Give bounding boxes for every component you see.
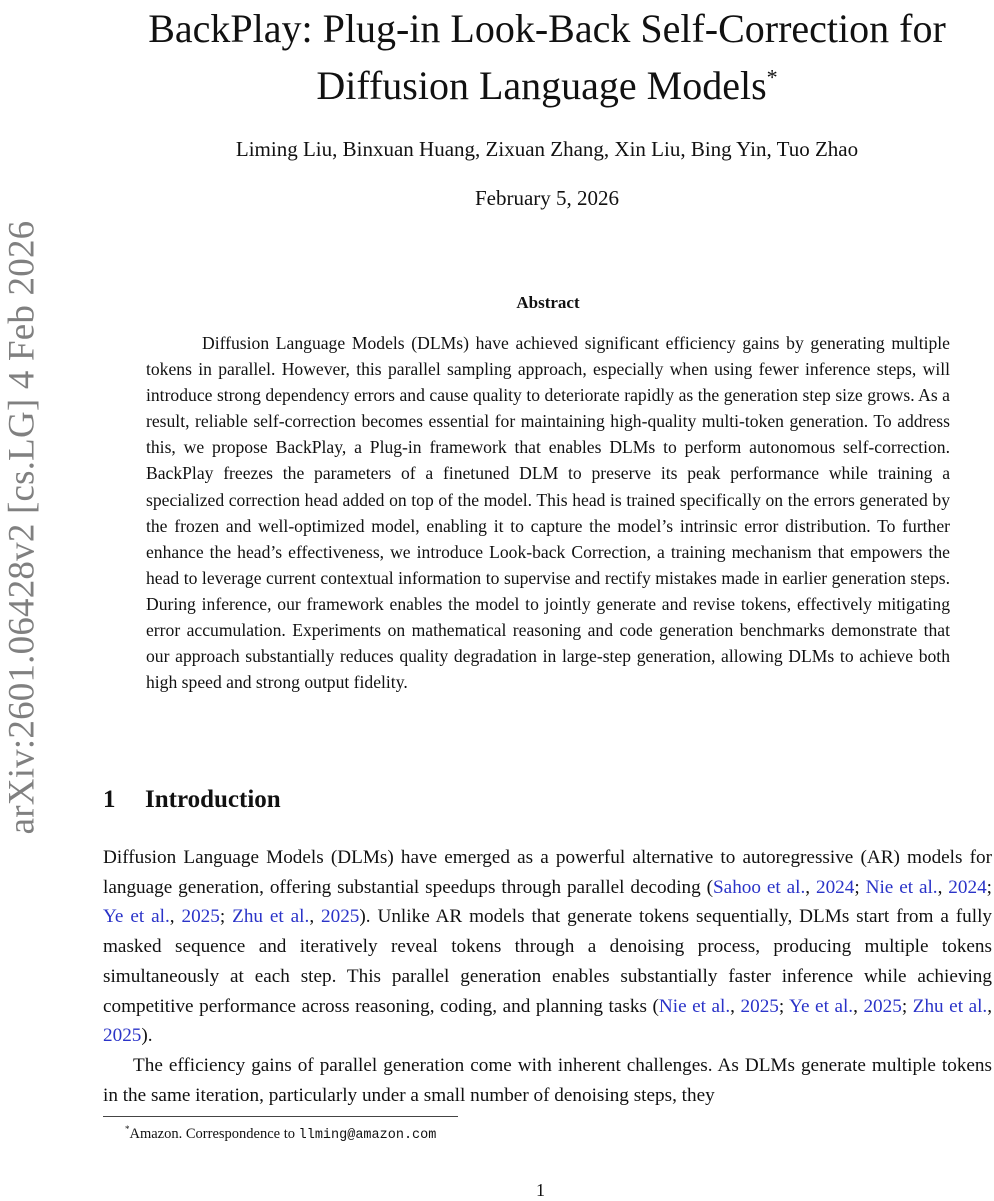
- page-number: 1: [536, 1180, 545, 1200]
- citation-link[interactable]: Sahoo et al.: [713, 876, 806, 898]
- citation-year-link[interactable]: 2025: [740, 995, 779, 1017]
- intro-p1-text-b: ). Unlike AR models that generate tokens sequentially, DLMs start from a fully masked sequence and iteratively reveal tokens through a denoising process, producing multiple tokens simultaneously at each step. This parallel generation enables substantially faster inference while achieving competitive performance across reasoning, coding, and planning tasks (: [103, 906, 992, 1017]
- publication-date: February 5, 2026: [474, 186, 620, 210]
- citation-year-link[interactable]: 2024: [815, 876, 855, 898]
- citation-link[interactable]: Zhu et al.: [912, 995, 988, 1017]
- footnote-marker: *: [125, 1124, 130, 1134]
- paper-title: [100, 0, 994, 114]
- citation-link[interactable]: Nie et al.: [865, 876, 938, 898]
- citation-year-link[interactable]: 2025: [863, 995, 902, 1017]
- title-line-1: BackPlay: Plug-in Look-Back Self-Correction for: [148, 6, 946, 51]
- footnote-divider: [103, 1116, 458, 1117]
- intro-paragraph-2: The efficiency gains of parallel generation come with inherent challenges. As DLMs generate multiple tokens in the same iteration, particularly under a small number of denoising steps, they: [103, 1054, 992, 1106]
- introduction-body: [103, 843, 992, 1110]
- abstract-text: Diffusion Language Models (DLMs) have achieved significant efficiency gains by generating multiple tokens in parallel. However, this parallel sampling approach, especially when using fewer inference steps, will introduce strong dependency errors and cause quality to deteriorate rapidly as the generation step size grows. As a result, reliable self-correction becomes essential for maintaining high-quality multi-token generation. To address this, we propose BackPlay, a Plug-in framework that enables DLMs to perform autonomous self-correction. BackPlay freezes the parameters of a finetuned DLM to preserve its peak performance while training a specialized correction head added on top of the model. This head is trained specifically on the errors generated by the frozen and well-optimized model, enabling it to capture the model’s intrinsic error distribution. To further enhance the head’s effectiveness, we introduce Look-back Correction, a training mechanism that empowers the head to leverage current contextual information to supervise and rectify mistakes made in earlier generation steps. During inference, our framework enables the model to jointly generate and revise tokens, effectively mitigating error accumulation. Experiments on mathematical reasoning and code generation benchmarks demonstrate that our approach substantially reduces quality degradation in large-step generation, allowing DLMs to achieve both high speed and strong output fidelity.: [146, 333, 950, 693]
- section-heading-introduction: [103, 786, 281, 814]
- title-footnote-marker[interactable]: *: [766, 64, 778, 90]
- footnote: [125, 1124, 436, 1143]
- citation-year-link[interactable]: 2025: [103, 1025, 142, 1047]
- abstract-heading: Abstract: [516, 293, 580, 312]
- citation-link[interactable]: Ye et al.: [103, 906, 170, 928]
- intro-p1-text-c: ).: [141, 1025, 153, 1047]
- citation-link[interactable]: Nie et al.: [658, 995, 731, 1017]
- citation-year-link[interactable]: 2025: [181, 906, 220, 928]
- intro-paragraph-1: Diffusion Language Models (DLMs) have emerged as a powerful alternative to autoregressive (AR) models for language generation, offering substantial speedups through parallel decoding (Sahoo et al., 2024; Nie et al., 2024; Ye et al., 2025; Zhu et al., 2025). Unlike AR models that generate tokens sequentially, DLMs start from a fully masked sequence and iteratively reveal tokens through a denoising process, producing multiple tokens simultaneously at each step. This parallel generation enables substantially faster inference while achieving competitive performance across reasoning, coding, and planning tasks (Nie et al., 2025; Ye et al., 2025; Zhu et al., 2025).: [103, 847, 993, 1047]
- arxiv-identifier-stamp: [2, 205, 42, 850]
- section-number: 1: [103, 786, 116, 813]
- citation-year-link[interactable]: 2025: [321, 906, 360, 928]
- arxiv-identifier-text: arXiv:2601.06428v2 [cs.LG] 4 Feb 2026: [1, 220, 43, 835]
- citation-year-link[interactable]: 2024: [948, 876, 987, 898]
- section-title: Introduction: [145, 786, 281, 813]
- citation-link[interactable]: Ye et al.: [789, 995, 854, 1017]
- title-line-2: Diffusion Language Models: [316, 63, 767, 108]
- intro-p1-text-a: Diffusion Language Models (DLMs) have emerged as a powerful alternative to autoregressive (AR) models for language generation, offering substantial speedups through parallel decoding (: [103, 847, 992, 898]
- author-list: Liming Liu, Binxuan Huang, Zixuan Zhang, Xin Liu, Bing Yin, Tuo Zhao: [235, 137, 859, 161]
- citation-link[interactable]: Zhu et al.: [232, 906, 310, 928]
- footnote-text: Amazon. Correspondence to: [129, 1125, 299, 1142]
- correspondence-email[interactable]: llming@amazon.com: [298, 1127, 437, 1143]
